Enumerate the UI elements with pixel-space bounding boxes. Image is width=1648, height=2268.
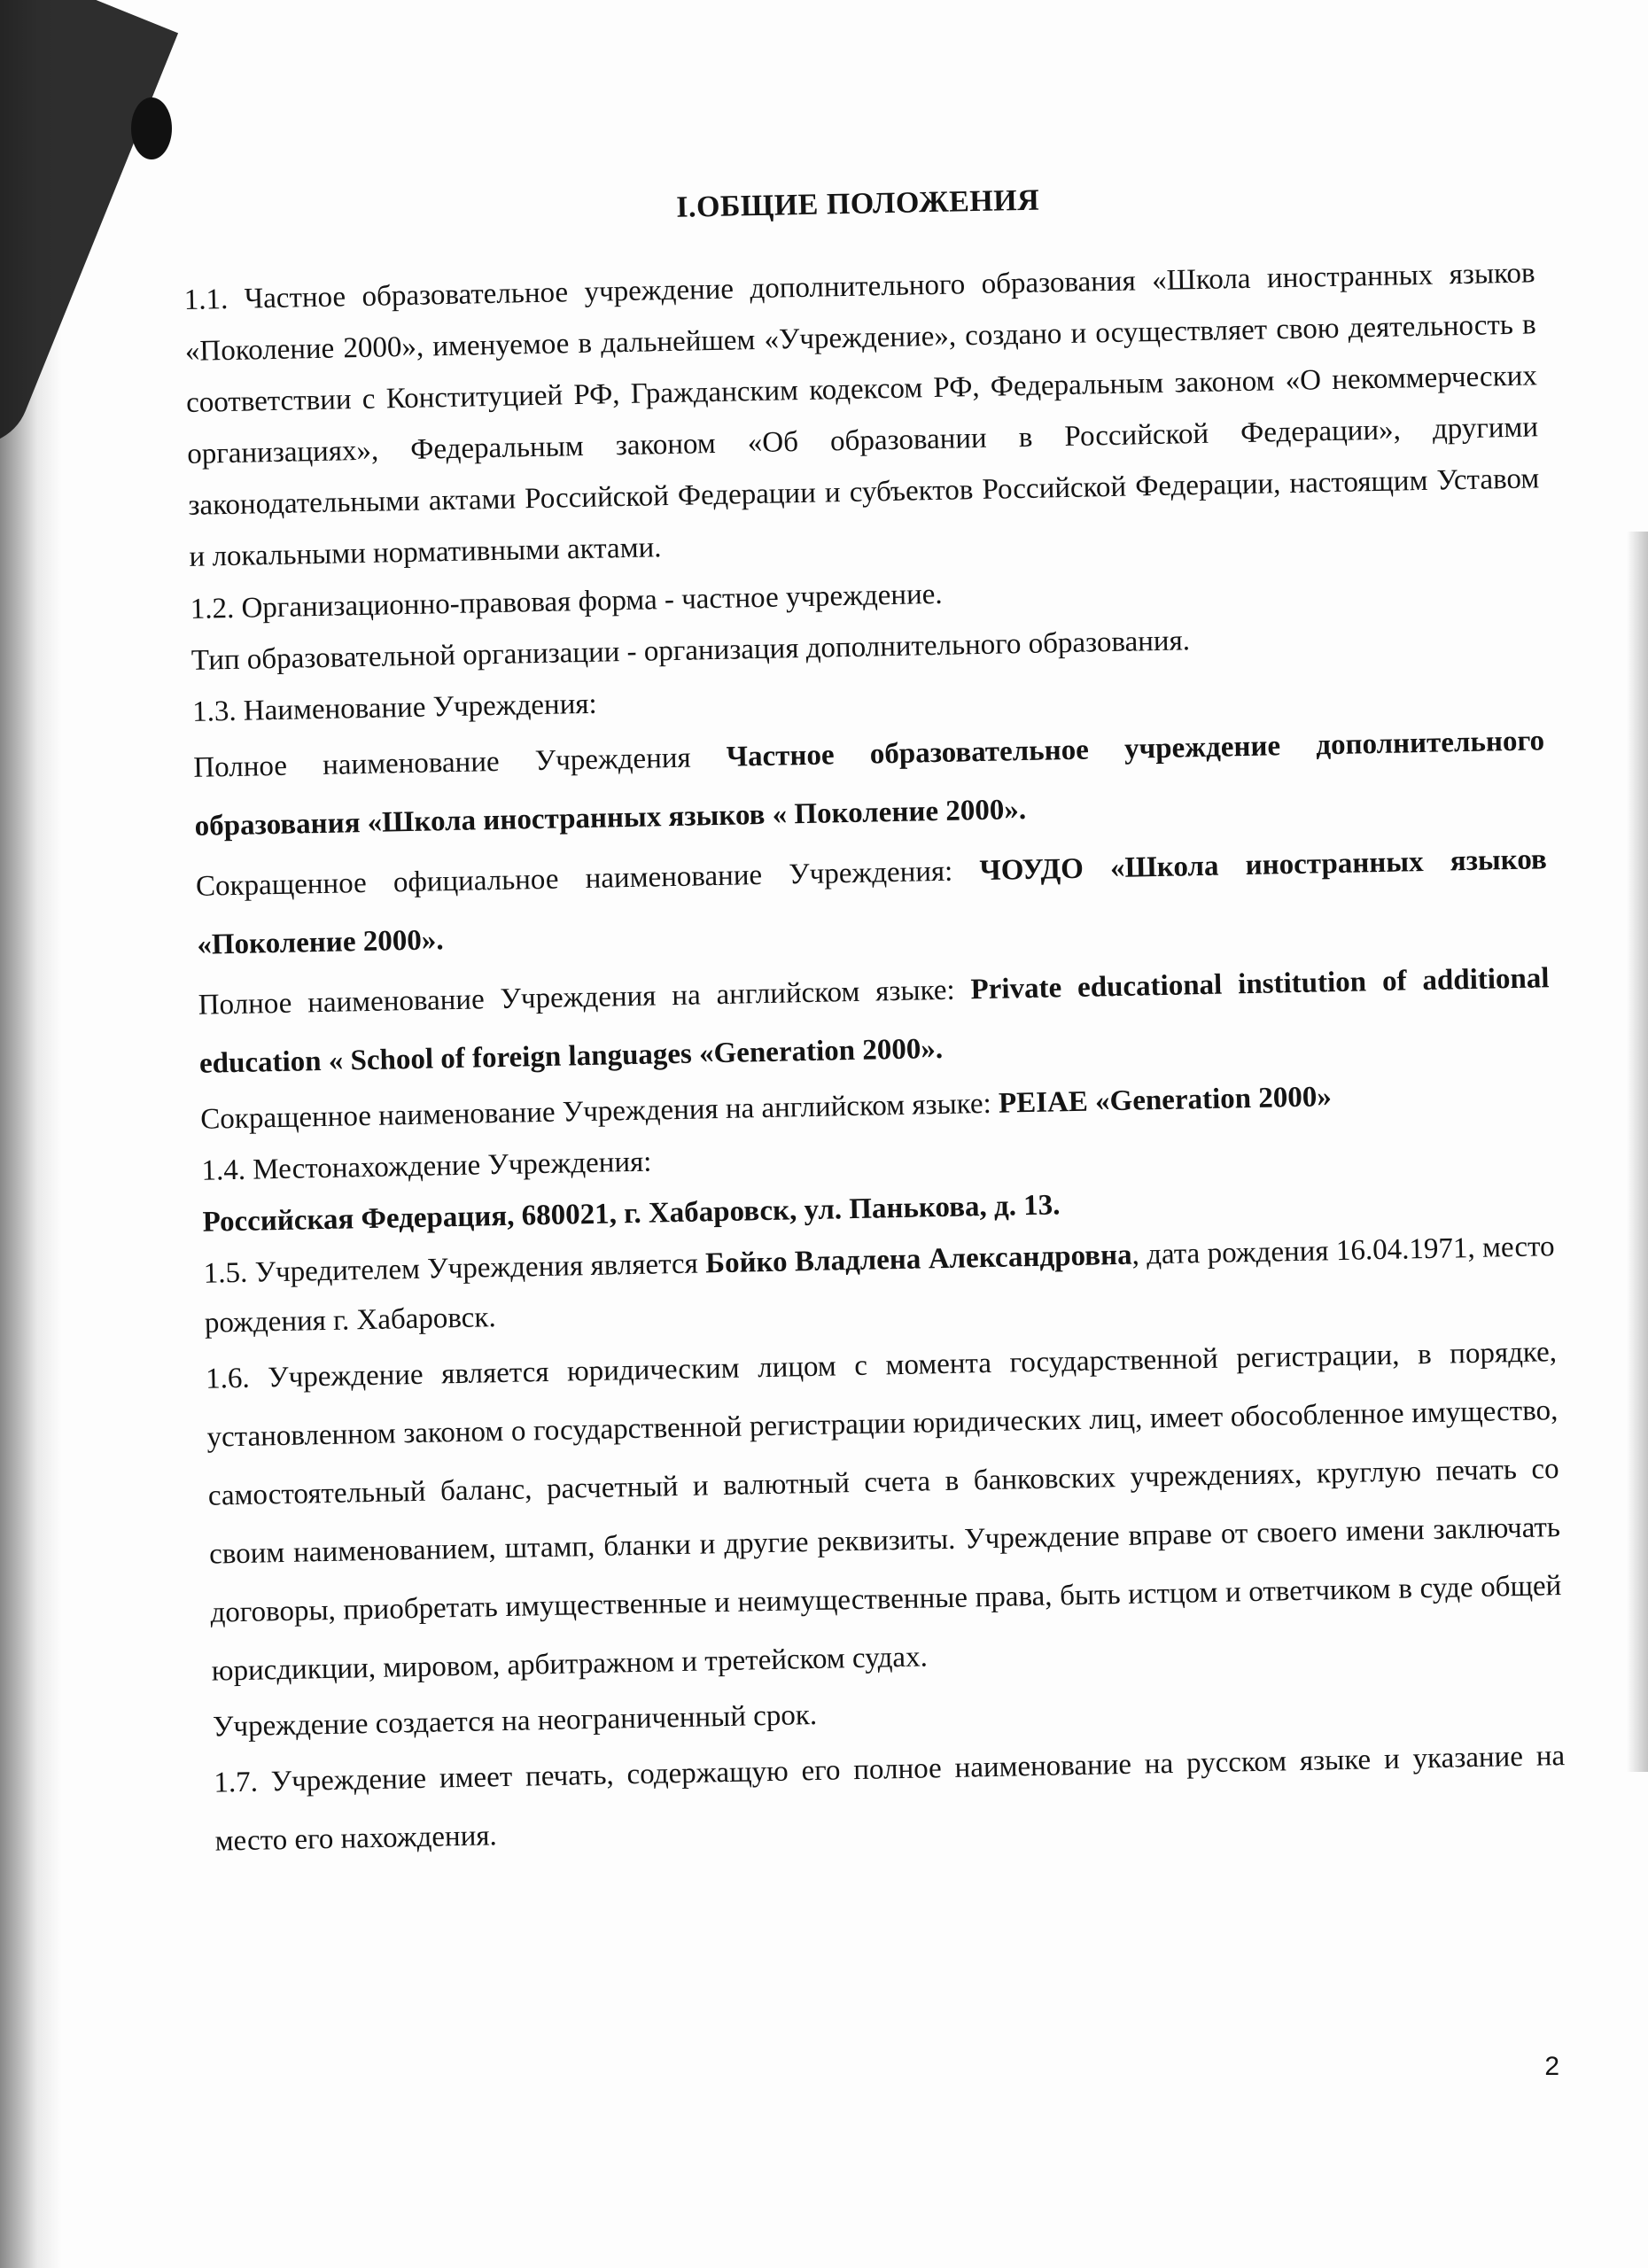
full-name-en-label: Полное наименование Учреждения на английском языке: <box>198 974 971 1021</box>
scan-shadow-right <box>1627 532 1648 1772</box>
full-name-value: Частное образовательное учреждение дополнительного образования «Школа иностранных языков « Поколение 2000». <box>194 725 1545 843</box>
address-value: Российская Федерация, 680021, г. Хабаровск, ул. Панькова, д. 13. <box>202 1189 1061 1239</box>
term-statement: Учреждение создается на неограниченный срок. <box>212 1698 818 1744</box>
scan-punch-hole <box>131 97 172 159</box>
founder-details: , дата рождения 16.04.1971, место рождения г. Хабаровск. <box>204 1231 1555 1340</box>
paragraph-1-3: 1.3. Наименование Учреждения: <box>191 687 598 728</box>
founder-label: 1.5. Учредителем Учреждения является <box>203 1247 706 1290</box>
paragraph-1-2: 1.2. Организационно-правовая форма - частное учреждение. <box>190 578 943 625</box>
full-name-en-value: Private educational institution of additional education « School of foreign languages «Generation 2000». <box>198 962 1550 1080</box>
paragraph-1-7: 1.7. Учреждение имеет печать, содержащую его полное наименование на русском языке и указание на место его нахождения. <box>214 1740 1566 1858</box>
organization-type: Тип образовательной организации - организация дополнительного образования. <box>190 625 1191 677</box>
short-name-value: ЧОУДО «Школа иностранных языков «Поколение 2000». <box>197 843 1548 961</box>
document-body <box>182 150 1566 1872</box>
section-title: I.ОБЩИЕ ПОЛОЖЕНИЯ <box>675 183 1040 224</box>
paragraph-1-6: 1.6. Учреждение является юридическим лицом с момента государственной регистрации, в порядке, установленном законом о государственной регистрации юридических лиц, имеет обособленное имущество, самостоятельный баланс, расчетный и валютный счета в банковских учреждениях, круглую печать со своим наименованием, штамп, бланки и другие реквизиты. Учреждение вправе от своего имени заключать договоры, приобретать имущественные и неимущественные права, быть истцом и ответчиком в суде общей юрисдикции, мировом, арбитражном и третейском судах. <box>205 1336 1562 1688</box>
paragraph-1-1: 1.1. Частное образовательное учреждение дополнительного образования «Школа иностранных языков «Поколение 2000», именуемое в дальнейшем «Учреждение», создано и осуществляет свою деятельность в соответствии с Конституцией РФ, Гражданским кодексом РФ, Федеральным законом «О некоммерческих организациях», Федеральным законом «Об образовании в Российской Федерации», другими законодательными актами Российской Федерации и субъектов Российской Федерации, настоящим Уставом и локальными нормативными актами. <box>183 257 1540 573</box>
short-name-label: Сокращенное официальное наименование Учреждения: <box>195 855 980 903</box>
short-name-en-label: Сокращенное наименование Учреждения на английском языке: <box>199 1087 999 1136</box>
paragraph-1-4: 1.4. Местонахождение Учреждения: <box>201 1146 652 1187</box>
short-name-en-value: PEIAE «Generation 2000» <box>998 1081 1333 1120</box>
scan-dark-corner <box>0 0 178 461</box>
full-name-label: Полное наименование Учреждения <box>193 741 727 784</box>
founder-name: Бойко Владлена Александровна <box>704 1239 1132 1280</box>
page-number: 2 <box>1544 2052 1559 2081</box>
